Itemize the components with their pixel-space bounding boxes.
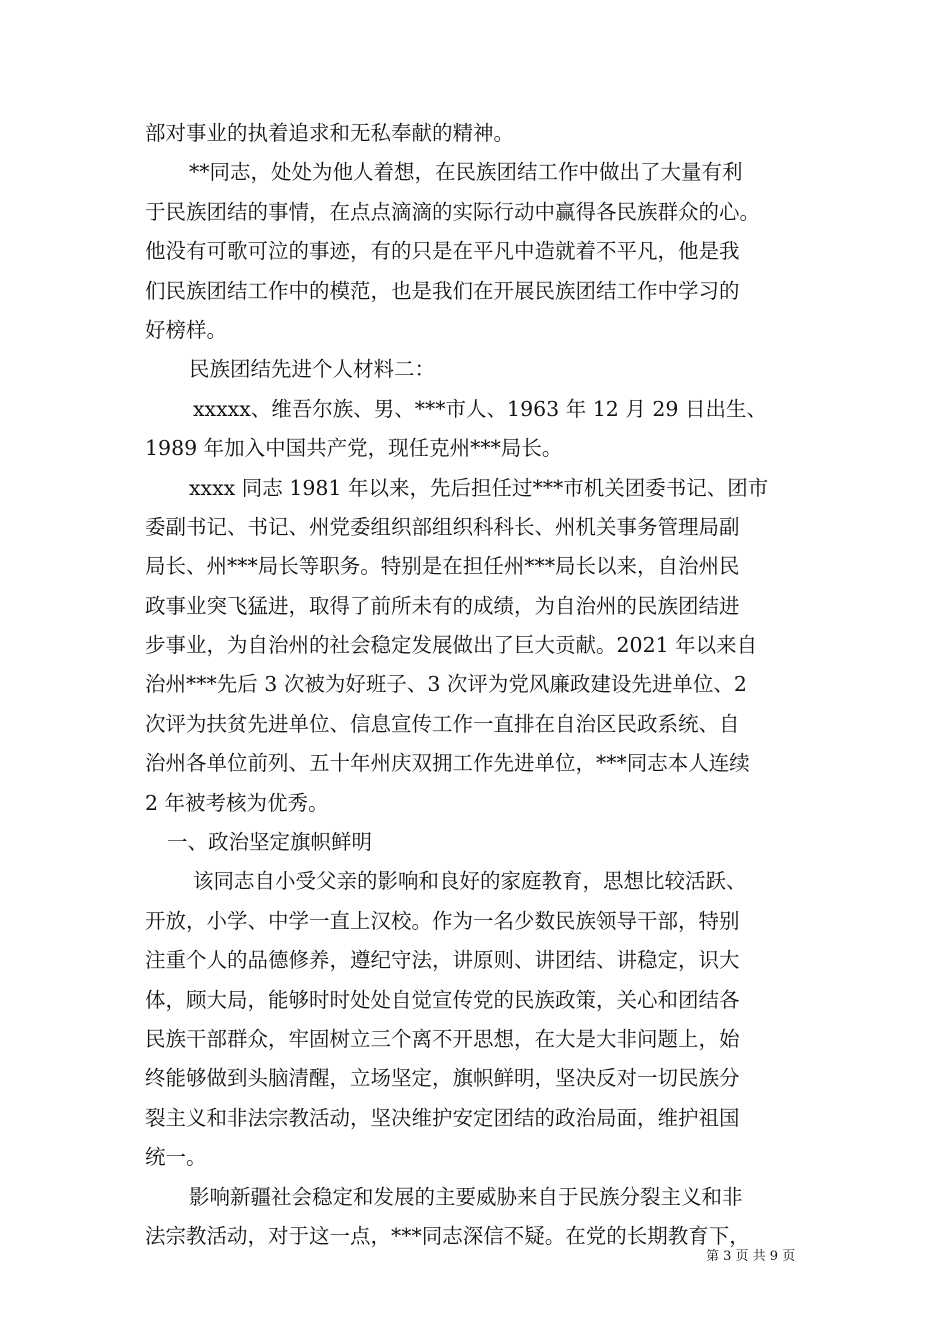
text-line: 2 年被考核为优秀。: [145, 790, 329, 815]
text-line: 该同志自小受父亲的影响和良好的家庭教育，思想比较活跃、: [193, 869, 747, 894]
text-line: 于民族团结的事情，在点点滴滴的实际行动中赢得各民族群众的心。: [145, 199, 760, 224]
text-line: 局长、州***局长等职务。特别是在担任州***局长以来，自治州民: [145, 554, 740, 579]
text-line: xxxx 同志 1981 年以来，先后担任过***市机关团委书记、团市: [189, 475, 769, 500]
text-line: 终能够做到头脑清醒，立场坚定，旗帜鲜明，坚决反对一切民族分: [145, 1066, 740, 1091]
text-line: 治州***先后 3 次被为好班子、3 次评为党风廉政建设先进单位、2: [145, 672, 747, 697]
section-heading: 一、政治坚定旗帜鲜明: [167, 830, 372, 855]
page-number-footer: 第 3 页 共 9 页: [706, 1249, 796, 1264]
text-line: 次评为扶贫先进单位、信息宣传工作一直排在自治区民政系统、自: [145, 711, 740, 736]
text-line: 部对事业的执着追求和无私奉献的精神。: [145, 121, 514, 145]
document-body: [145, 114, 810, 1256]
text-line: 们民族团结工作中的模范，也是我们在开展民族团结工作中学习的: [145, 278, 740, 303]
text-line: 1989 年加入中国共产党，现任克州***局长。: [145, 436, 563, 461]
section-heading: 民族团结先进个人材料二：: [189, 357, 435, 382]
text-line: 注重个人的品德修养，遵纪守法，讲原则、讲团结、讲稳定，识大: [145, 948, 740, 973]
text-line: 影响新疆社会稳定和发展的主要威胁来自于民族分裂主义和非: [189, 1184, 743, 1209]
text-line: 委副书记、书记、州党委组织部组织科科长、州机关事务管理局副: [145, 514, 740, 539]
text-line: 政事业突飞猛进，取得了前所未有的成绩，为自治州的民族团结进: [145, 593, 740, 618]
text-line: 步事业，为自治州的社会稳定发展做出了巨大贡献。2021 年以来自: [145, 633, 758, 658]
text-line: 法宗教活动，对于这一点，***同志深信不疑。在党的长期教育下，: [145, 1223, 750, 1248]
text-line: xxxxx、维吾尔族、男、***市人、1963 年 12 月 29 日出生、: [193, 396, 767, 421]
text-line: 他没有可歌可泣的事迹，有的只是在平凡中造就着不平凡，他是我: [145, 239, 740, 264]
text-line: 统一。: [145, 1145, 207, 1170]
text-line: 裂主义和非法宗教活动，坚决维护安定团结的政治局面，维护祖国: [145, 1105, 740, 1130]
text-line: **同志，处处为他人着想，在民族团结工作中做出了大量有利: [189, 160, 743, 185]
text-line: 好榜样。: [145, 317, 227, 342]
text-line: 治州各单位前列、五十年州庆双拥工作先进单位，***同志本人连续: [145, 751, 750, 776]
text-line: 民族干部群众，牢固树立三个离不开思想，在大是大非问题上，始: [145, 1026, 740, 1051]
text-line: 体，顾大局，能够时时处处自觉宣传党的民族政策，关心和团结各: [145, 987, 740, 1012]
text-line: 开放，小学、中学一直上汉校。作为一名少数民族领导干部，特别: [145, 908, 740, 933]
